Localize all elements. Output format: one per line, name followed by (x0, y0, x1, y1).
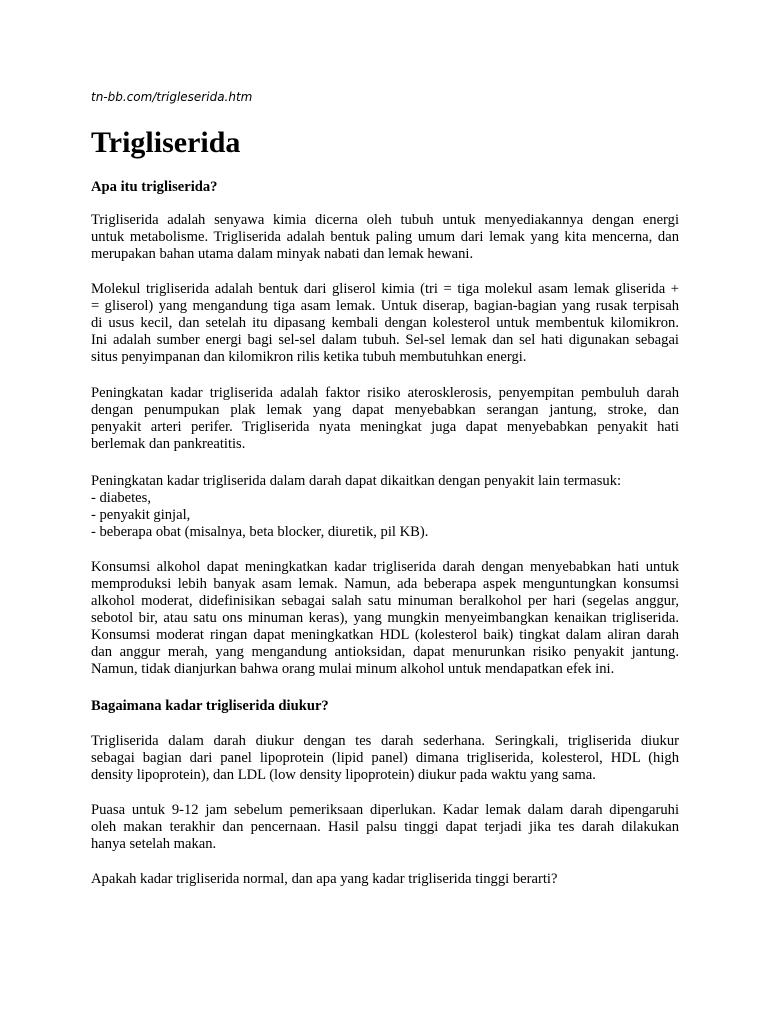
paragraph-fasting (91, 802, 679, 853)
section-heading-what-is: Apa itu trigliserida? (91, 179, 218, 195)
paragraph-line: di usus kecil, dan setelah itu dipasang kembali dengan kolesterol untuk membentuk kilomikron. (91, 315, 679, 331)
paragraph-line: Peningkatan kadar trigliserida adalah faktor risiko aterosklerosis, penyempitan pembuluh darah (91, 385, 679, 401)
paragraph-line: berlemak dan pankreatitis. (91, 436, 246, 452)
paragraph-line: = gliserol) yang mengandung tiga asam lemak. Untuk diserap, bagian-bagian yang rusak terpisah (91, 298, 679, 314)
list-item: - penyakit ginjal, (91, 507, 191, 523)
paragraph-line: Molekul trigliserida adalah bentuk dari gliserol kimia (tri = tiga molekul asam lemak gliserida + (91, 281, 679, 297)
source-url: tn-bb.com/trigleserida.htm (91, 90, 253, 104)
paragraph-alcohol (91, 559, 679, 678)
paragraph-related-diseases (91, 473, 679, 541)
paragraph-line: Apakah kadar trigliserida normal, dan apa yang kadar trigliserida tinggi berarti? (91, 871, 558, 887)
paragraph-line: untuk metabolisme. Trigliserida adalah bentuk paling umum dari lemak yang kita mencerna, dan (91, 229, 679, 245)
paragraph-line: Peningkatan kadar trigliserida dalam darah dapat dikaitkan dengan penyakit lain termasuk: (91, 473, 622, 489)
paragraph-line: penyakit arteri perifer. Trigliserida nyata meningkat juga dapat menyebabkan penyakit hati (91, 419, 679, 435)
paragraph-line: situs penyimpanan dan kilomikron rilis ketika tubuh membutuhkan energi. (91, 349, 527, 365)
paragraph-blood-test (91, 733, 679, 784)
paragraph-line: dan anggur merah, yang mengandung antioksidan, dapat menurunkan risiko penyakit jantung. (91, 644, 679, 660)
paragraph-definition (91, 212, 679, 263)
paragraph-line: Trigliserida dalam darah diukur dengan tes darah sederhana. Seringkali, trigliserida diukur (91, 733, 679, 749)
paragraph-line: alkohol moderat, didefinisikan sebagai salah satu minuman beralkohol per hari (segelas anggur, (91, 593, 679, 609)
paragraph-normal-levels-question (91, 871, 679, 888)
paragraph-line: density lipoprotein), dan LDL (low density lipoprotein) diukur pada waktu yang sama. (91, 767, 596, 783)
paragraph-line: dengan penumpukan plak lemak yang dapat menyebabkan serangan jantung, stroke, dan (91, 402, 679, 418)
paragraph-line: Ini adalah sumber energi bagi sel-sel dalam tubuh. Sel-sel lemak dan sel hati digunakan sebagai (91, 332, 679, 348)
paragraph-line: merupakan bahan utama dalam minyak nabati dan lemak hewani. (91, 246, 474, 262)
paragraph-molecule (91, 281, 679, 366)
paragraph-risk-factor (91, 385, 679, 453)
list-item: - beberapa obat (misalnya, beta blocker, diuretik, pil KB). (91, 524, 429, 540)
paragraph-line: Konsumsi alkohol dapat meningkatkan kadar trigliserida darah dengan menyebabkan hati untuk (91, 559, 679, 575)
paragraph-line: Puasa untuk 9-12 jam sebelum pemeriksaan diperlukan. Kadar lemak dalam darah dipengaruhi (91, 802, 679, 818)
paragraph-line: Trigliserida adalah senyawa kimia dicerna oleh tubuh untuk menyediakannya dengan energi (91, 212, 679, 228)
page-title: Trigliserida (91, 126, 241, 159)
paragraph-line: Namun, tidak dianjurkan bahwa orang mulai minum alkohol untuk mendapatkan efek ini. (91, 661, 615, 677)
paragraph-line: oleh makan terakhir dan pencernaan. Hasil palsu tinggi dapat terjadi jika tes darah dilakukan (91, 819, 679, 835)
paragraph-line: sebotol bir, atau satu ons minuman keras), yang mungkin menyeimbangkan kenaikan trigliserida. (91, 610, 679, 626)
paragraph-line: Konsumsi moderat ringan dapat meningkatkan HDL (kolesterol baik) tingkat dalam aliran darah (91, 627, 679, 643)
list-item: - diabetes, (91, 490, 151, 506)
paragraph-line: sebagai bagian dari panel lipoprotein (lipid panel) dimana trigliserida, kolesterol, HDL (high (91, 750, 679, 766)
section-heading-measurement: Bagaimana kadar trigliserida diukur? (91, 698, 329, 714)
paragraph-line: memproduksi lebih banyak asam lemak. Namun, ada beberapa aspek menguntungkan konsumsi (91, 576, 679, 592)
paragraph-line: hanya setelah makan. (91, 836, 217, 852)
